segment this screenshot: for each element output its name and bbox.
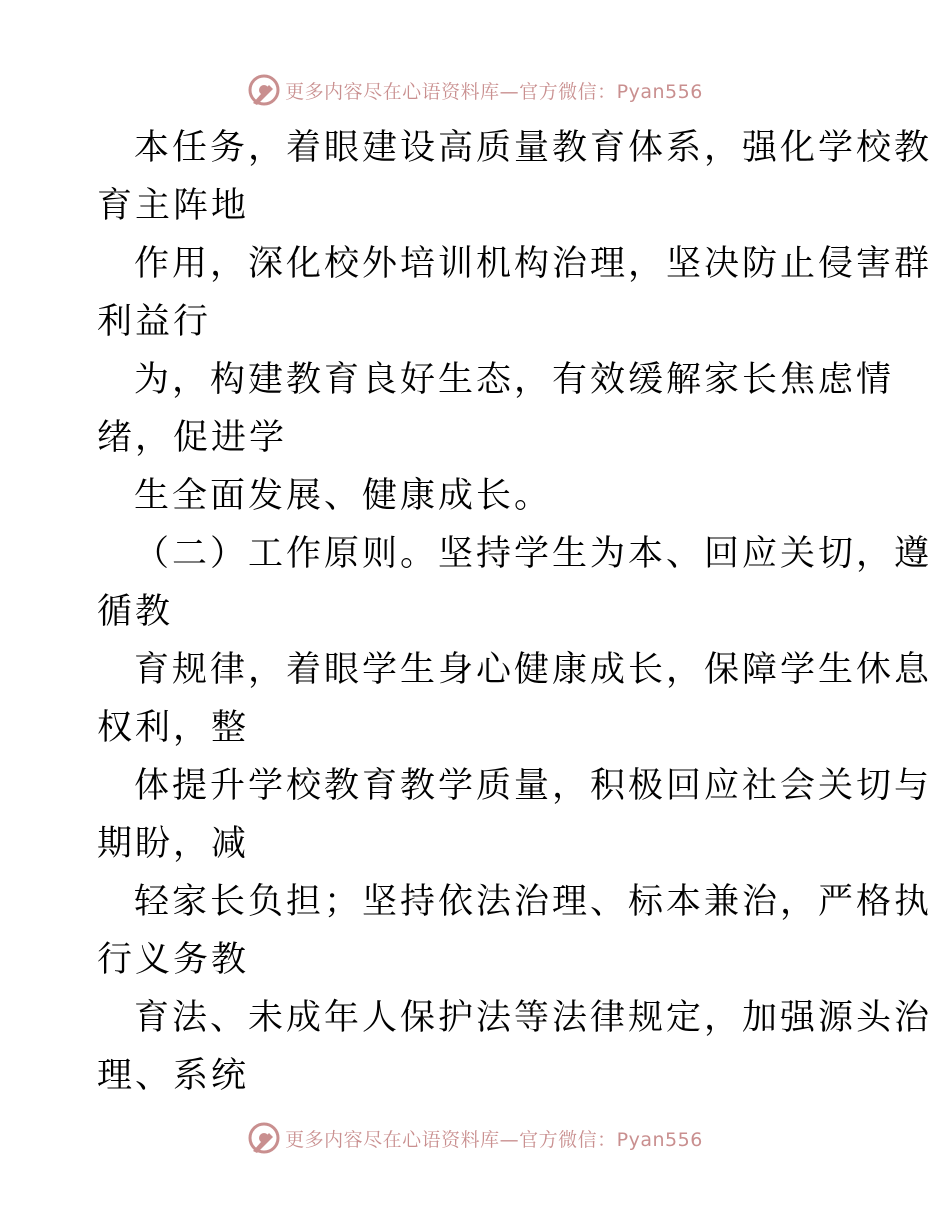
text-line: 行义务教	[97, 940, 250, 980]
text-line: 利益行	[97, 302, 212, 342]
pen-logo-icon	[247, 1121, 281, 1155]
watermark-header	[0, 70, 950, 110]
watermark-text: 更多内容尽在心语资料库—官方微信：Pyan556	[285, 80, 703, 103]
text-line: 育法、未成年人保护法等法律规定，加强源头治	[134, 998, 933, 1038]
paragraph	[97, 876, 933, 992]
text-line: 育主阵地	[97, 186, 250, 226]
text-line: （二）工作原则。坚持学生为本、回应关切，遵	[134, 534, 933, 574]
paragraph	[97, 470, 867, 528]
text-line: 生全面发展、健康成长。	[134, 476, 553, 516]
text-line: 育规律，着眼学生身心健康成长，保障学生休息	[134, 650, 933, 690]
text-line: 循教	[97, 592, 174, 632]
text-line: 权利，整	[97, 708, 250, 748]
pen-logo-icon	[247, 73, 281, 107]
paragraph	[97, 644, 933, 760]
paragraph	[97, 354, 895, 470]
paragraph	[97, 528, 933, 644]
text-line: 期盼，减	[97, 824, 250, 864]
watermark-footer	[0, 1118, 950, 1158]
text-line: 理、系统	[97, 1056, 250, 1096]
paragraph	[97, 122, 933, 238]
paragraph	[97, 238, 933, 354]
paragraph	[97, 760, 933, 876]
document-body	[97, 122, 933, 1108]
text-line: 绪，促进学	[97, 418, 288, 458]
text-line: 体提升学校教育教学质量，积极回应社会关切与	[134, 766, 933, 806]
text-line: 作用，深化校外培训机构治理，坚决防止侵害群	[134, 244, 933, 284]
watermark-text: 更多内容尽在心语资料库—官方微信：Pyan556	[285, 1128, 703, 1151]
paragraph	[97, 992, 933, 1108]
text-line: 为，构建教育良好生态，有效缓解家长焦虑情	[134, 360, 895, 400]
text-line: 轻家长负担；坚持依法治理、标本兼治，严格执	[134, 882, 933, 922]
text-line: 本任务，着眼建设高质量教育体系，强化学校教	[134, 128, 933, 168]
